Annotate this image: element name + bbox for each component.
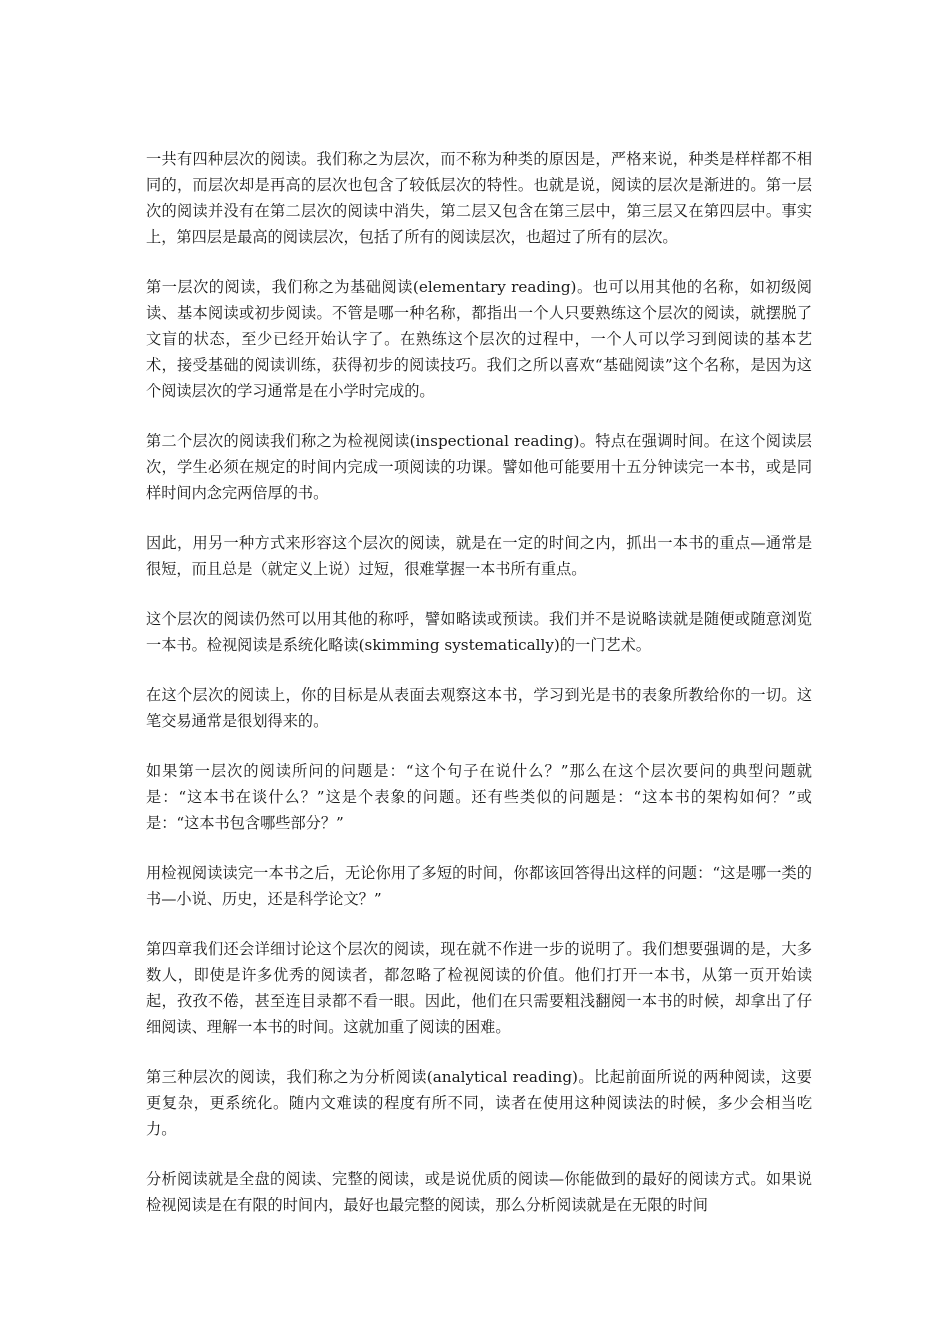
paragraph-1: 一共有四种层次的阅读。我们称之为层次，而不称为种类的原因是，严格来说，种类是样样都不相同的，而层次却是再高的层次也包含了较低层次的特性。也就是说，阅读的层次是渐进的。第一层次的阅读并没有在第二层次的阅读中消失，第二层又包含在第三层中，第三层又在第四层中。事实上，第四层是最高的阅读层次，包括了所有的阅读层次，也超过了所有的层次。	[146, 150, 812, 246]
paragraph-10: 第三种层次的阅读，我们称之为分析阅读(analytical reading)。比起前面所说的两种阅读，这要更复杂，更系统化。随内文难读的程度有所不同，读者在使用这种阅读法的时候，多少会相当吃力。	[146, 1068, 812, 1138]
paragraph-11: 分析阅读就是全盘的阅读、完整的阅读，或是说优质的阅读—你能做到的最好的阅读方式。如果说检视阅读是在有限的时间内，最好也最完整的阅读，那么分析阅读就是在无限的时间	[146, 1170, 812, 1214]
paragraph-7: 如果第一层次的阅读所问的问题是：“这个句子在说什么？”那么在这个层次要问的典型问题就是：“这本书在谈什么？”这是个表象的问题。还有些类似的问题是：“这本书的架构如何？”或是：“这本书包含哪些部分？”	[146, 762, 812, 832]
paragraph-4: 因此，用另一种方式来形容这个层次的阅读，就是在一定的时间之内，抓出一本书的重点—通常是很短，而且总是（就定义上说）过短，很难掌握一本书所有重点。	[146, 534, 812, 578]
paragraph-5: 这个层次的阅读仍然可以用其他的称呼，譬如略读或预读。我们并不是说略读就是随便或随意浏览一本书。检视阅读是系统化略读(skimming systematically)的一门艺术。	[146, 610, 812, 654]
document-body	[146, 146, 812, 1242]
paragraph-8: 用检视阅读读完一本书之后，无论你用了多短的时间，你都该回答得出这样的问题：“这是哪一类的书—小说、历史，还是科学论文？”	[146, 864, 812, 908]
paragraph-2: 第一层次的阅读，我们称之为基础阅读(elementary reading)。也可以用其他的名称，如初级阅读、基本阅读或初步阅读。不管是哪一种名称，都指出一个人只要熟练这个层次的阅读，就摆脱了文盲的状态，至少已经开始认字了。在熟练这个层次的过程中，一个人可以学习到阅读的基本艺术，接受基础的阅读训练，获得初步的阅读技巧。我们之所以喜欢“基础阅读”这个名称，是因为这个阅读层次的学习通常是在小学时完成的。	[146, 278, 812, 400]
paragraph-3: 第二个层次的阅读我们称之为检视阅读(inspectional reading)。特点在强调时间。在这个阅读层次，学生必须在规定的时间内完成一项阅读的功课。譬如他可能要用十五分钟读完一本书，或是同样时间内念完两倍厚的书。	[146, 432, 812, 502]
paragraph-6: 在这个层次的阅读上，你的目标是从表面去观察这本书，学习到光是书的表象所教给你的一切。这笔交易通常是很划得来的。	[146, 686, 812, 730]
paragraph-9: 第四章我们还会详细讨论这个层次的阅读，现在就不作进一步的说明了。我们想要强调的是，大多数人，即使是许多优秀的阅读者，都忽略了检视阅读的价值。他们打开一本书，从第一页开始读起，孜孜不倦，甚至连目录都不看一眼。因此，他们在只需要粗浅翻阅一本书的时候，却拿出了仔细阅读、理解一本书的时间。这就加重了阅读的困难。	[146, 940, 812, 1036]
